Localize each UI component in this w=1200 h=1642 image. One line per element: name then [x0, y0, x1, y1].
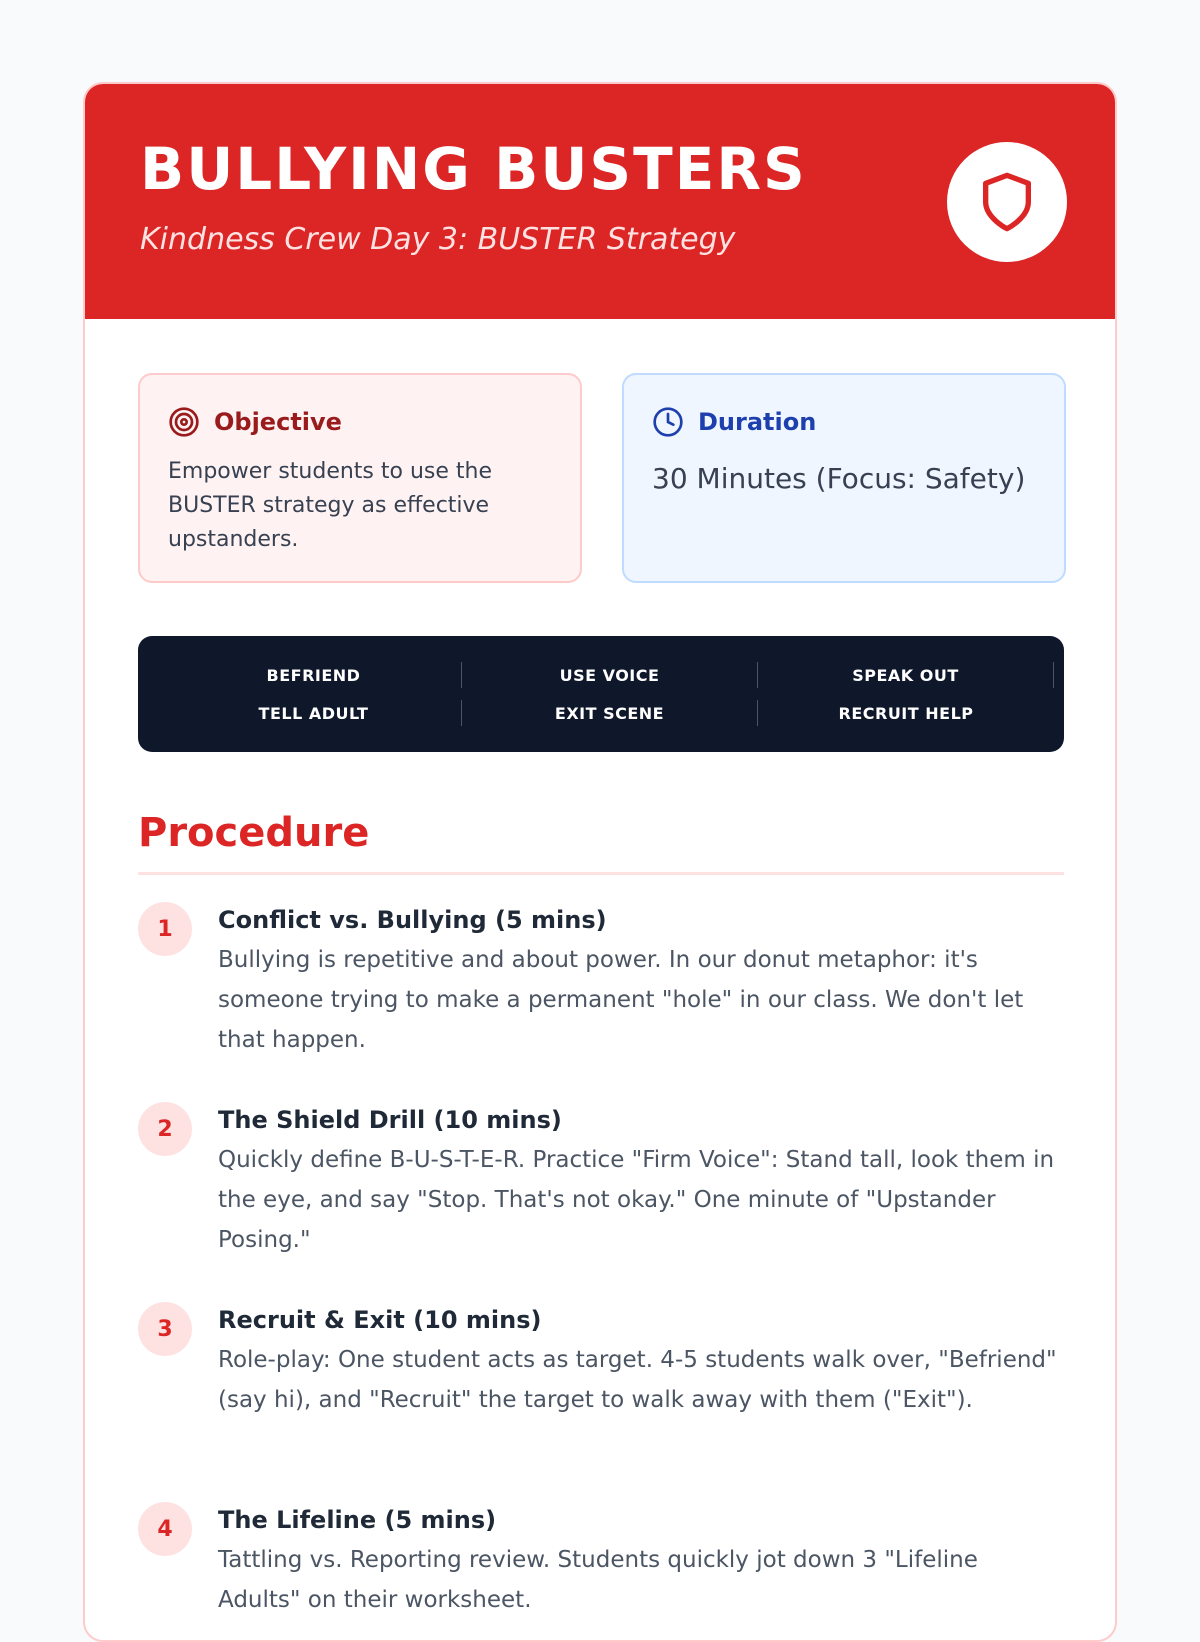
shield-badge — [947, 142, 1067, 262]
step-number: 4 — [138, 1502, 192, 1556]
duration-value: 30 Minutes (Focus: Safety) — [652, 462, 1026, 495]
step-title: Conflict vs. Bullying (5 mins) — [218, 906, 607, 934]
duration-label: Duration — [698, 408, 817, 436]
step-number: 3 — [138, 1302, 192, 1356]
step-title: Recruit & Exit (10 mins) — [218, 1306, 542, 1334]
strategy-item-tell-adult: TELL ADULT — [166, 700, 462, 726]
strategy-item-speak-out: SPEAK OUT — [758, 662, 1054, 688]
buster-strategy-bar — [138, 636, 1064, 752]
procedure-step — [138, 1102, 1064, 1302]
strategy-item-exit-scene: EXIT SCENE — [462, 700, 758, 726]
step-description: Bullying is repetitive and about power. In our donut metaphor: it's someone trying to make a permanent "hole" in our class. We don't let that happen. — [218, 947, 1024, 1053]
strategy-item-use-voice: USE VOICE — [462, 662, 758, 688]
objective-label: Objective — [214, 408, 342, 436]
clock-icon — [652, 406, 684, 438]
procedure-heading: Procedure — [138, 810, 370, 856]
target-icon — [168, 406, 200, 438]
procedure-step — [138, 902, 1064, 1102]
procedure-divider — [138, 872, 1064, 875]
lesson-card — [83, 82, 1117, 1642]
strategy-item-befriend: BEFRIEND — [166, 662, 462, 688]
duration-box — [622, 373, 1066, 583]
objective-text: Empower students to use the BUSTER strategy as effective upstanders. — [168, 459, 492, 552]
lesson-header — [85, 84, 1115, 319]
step-title: The Shield Drill (10 mins) — [218, 1106, 562, 1134]
step-title: The Lifeline (5 mins) — [218, 1506, 497, 1534]
page-subtitle: Kindness Crew Day 3: BUSTER Strategy — [140, 222, 736, 257]
step-description: Role-play: One student acts as target. 4-5 students walk over, "Befriend" (say hi), and "Recruit" the target to walk away with them ("Exit"). — [218, 1347, 1057, 1413]
strategy-item-recruit-help: RECRUIT HELP — [838, 703, 974, 723]
step-description: Quickly define B-U-S-T-E-R. Practice "Firm Voice": Stand tall, look them in the eye, and say "Stop. That's not okay." One minute of "Upstander Posing." — [218, 1147, 1055, 1253]
duration-header — [652, 405, 1036, 439]
page-title: BULLYING BUSTERS — [140, 135, 807, 203]
objective-header — [168, 405, 552, 439]
step-number: 2 — [138, 1102, 192, 1156]
objective-box — [138, 373, 582, 583]
step-description: Tattling vs. Reporting review. Students quickly jot down 3 "Lifeline Adults" on their worksheet. — [218, 1547, 978, 1613]
step-number: 1 — [138, 902, 192, 956]
procedure-step — [138, 1502, 1064, 1642]
procedure-step — [138, 1302, 1064, 1502]
shield-icon — [975, 170, 1039, 234]
procedure-steps — [138, 902, 1064, 1642]
